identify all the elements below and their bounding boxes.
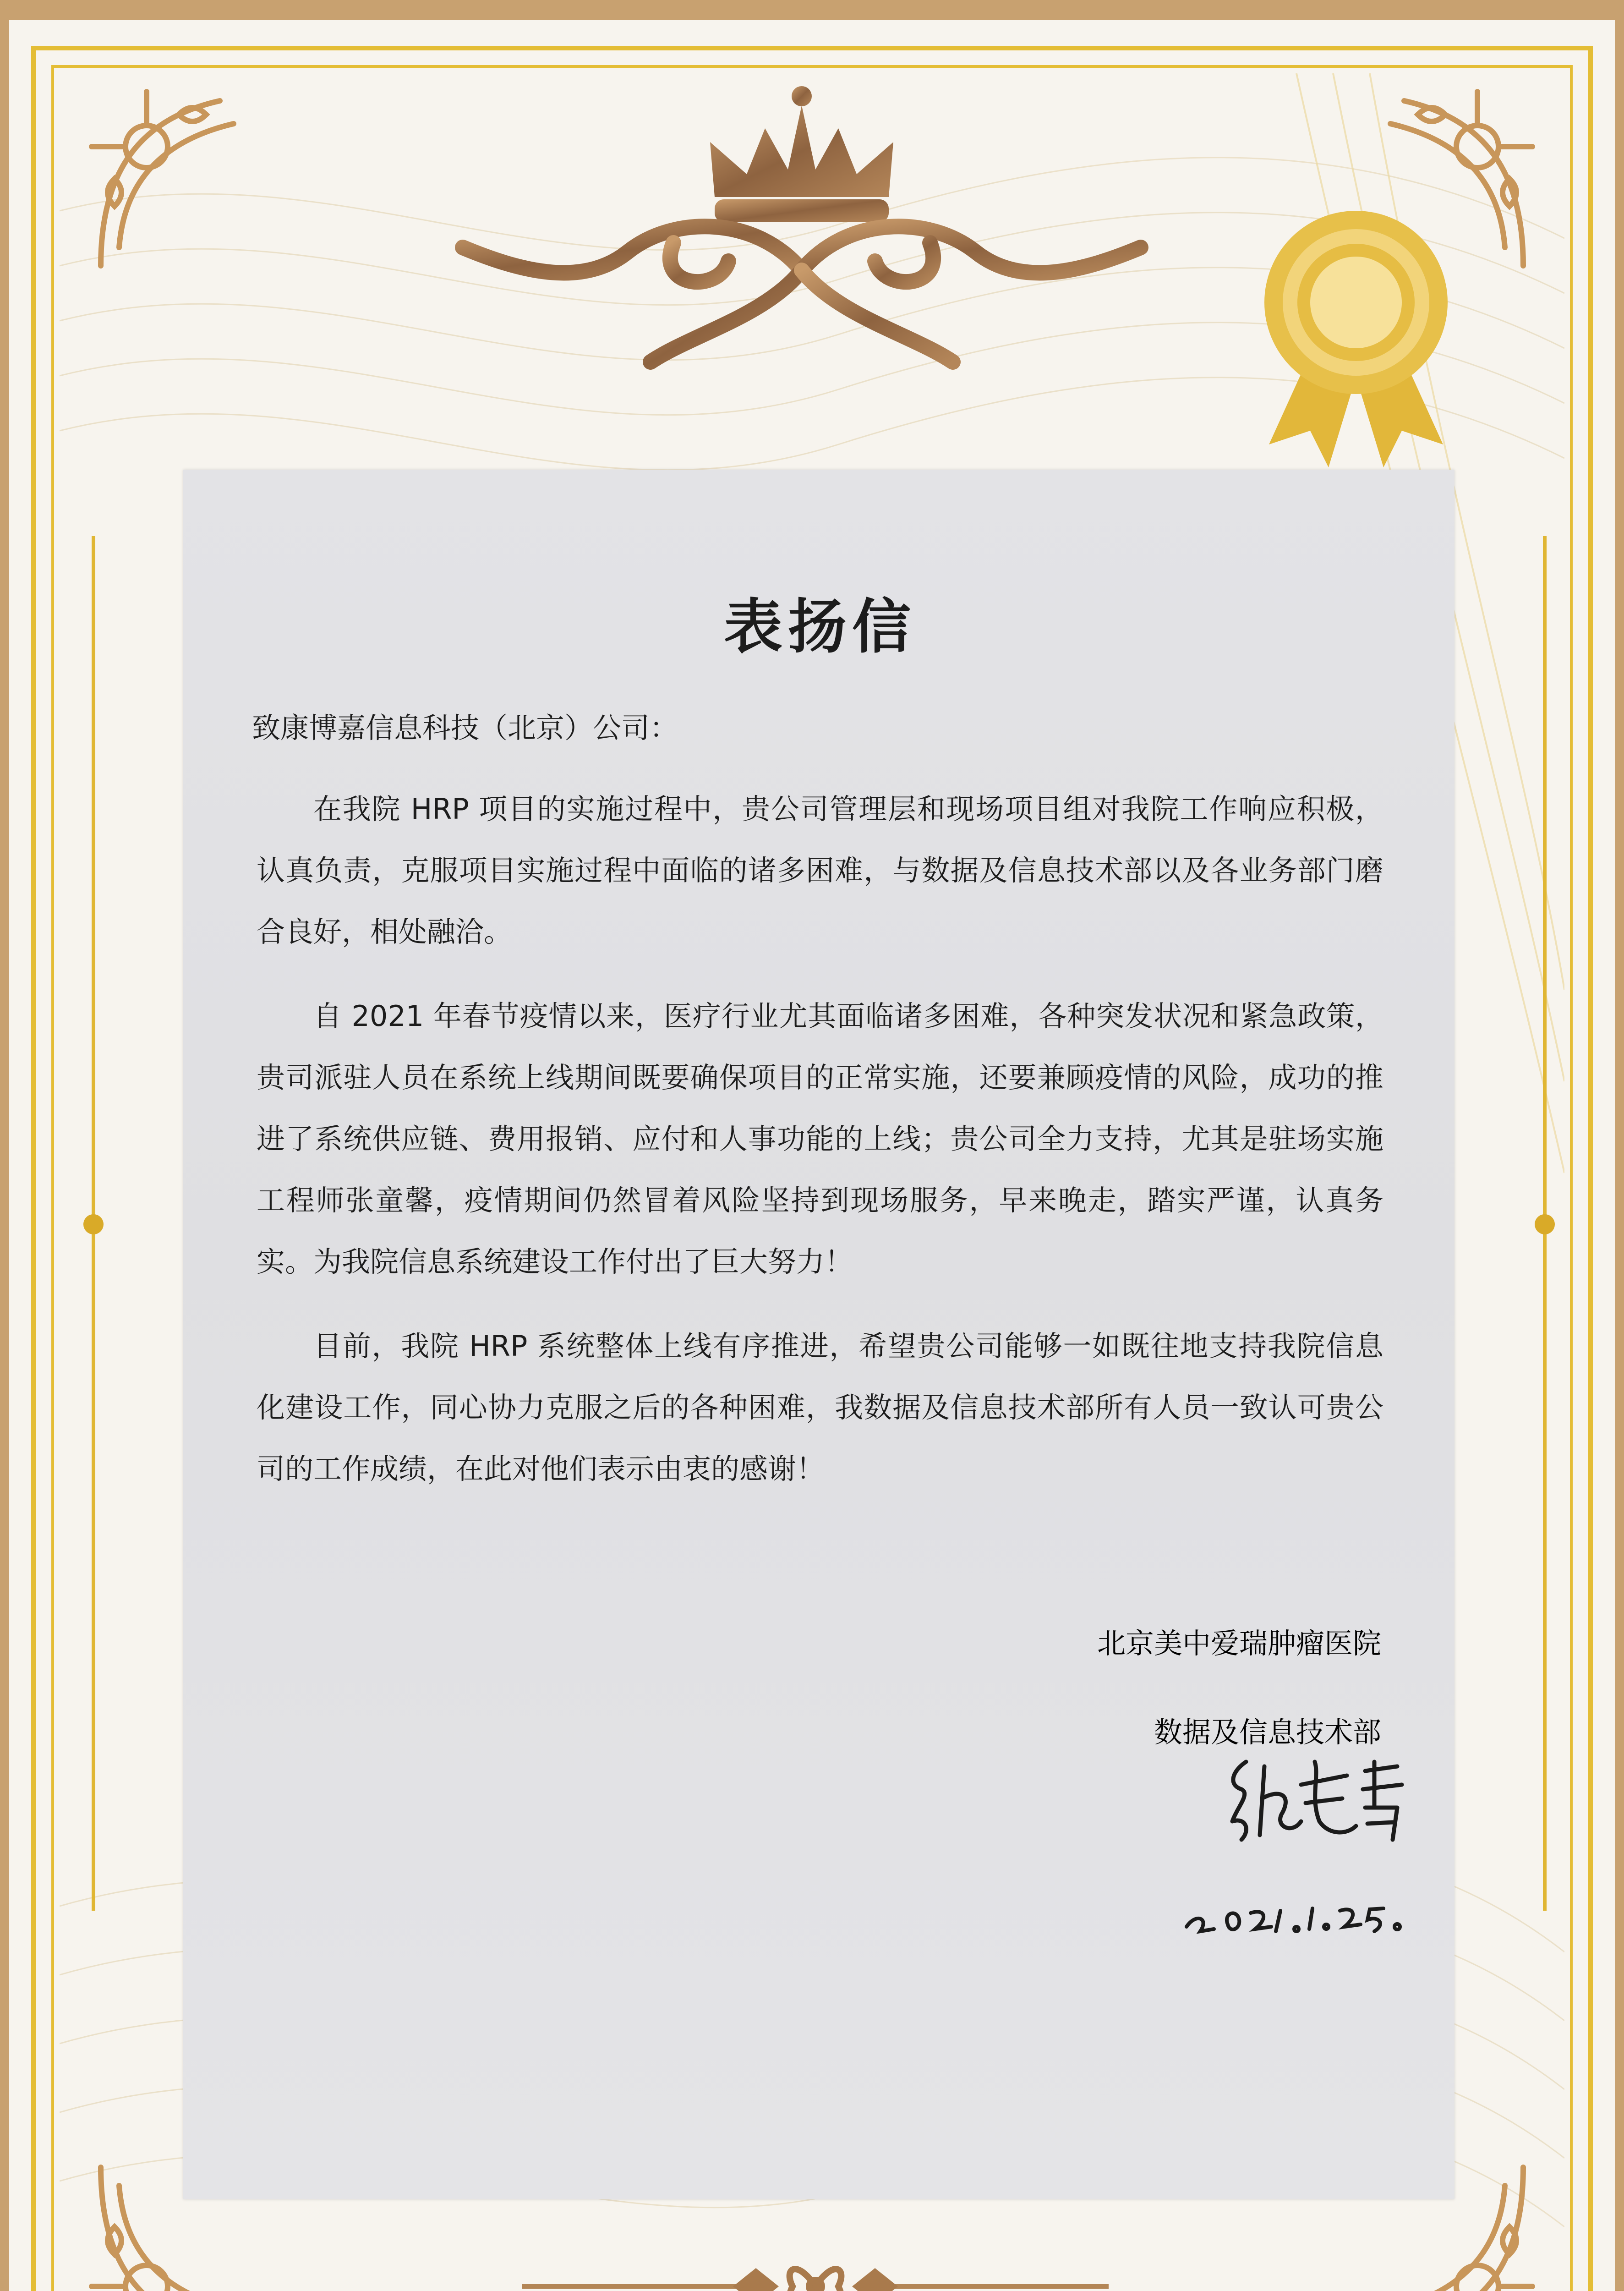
top-edge-band: [0, 0, 1624, 20]
letter-paragraph: 自 2021 年春节疫情以来，医疗行业尤其面临诸多困难，各种突发状况和紧急政策，贵司派驻人员在系统上线期间既要确保项目的正常实施，还要兼顾疫情的风险，成功的推进了系统供应链、费用报销、应付和人事功能的上线；贵公司全力支持，尤其是驻场实施工程师张童馨，疫情期间仍然冒着风险坚持到现场服务，早来晚走，踏实严谨，认真务实。为我院信息系统建设工作付出了巨大努力！: [257, 999, 1383, 1278]
letter-title: 表扬信: [723, 592, 916, 661]
right-edge-band: [1615, 0, 1624, 2291]
letter-paragraph: 目前，我院 HRP 系统整体上线有序推进，希望贵公司能够一如既往地支持我院信息化建设工作，同心协力克服之后的各种困难，我数据及信息技术部所有人员一致认可贵公司的工作成绩，在此对他们表示由衷的感谢！: [257, 1329, 1383, 1485]
left-side-ornament-dot: [83, 1214, 104, 1234]
gold-award-medal-icon: [1260, 206, 1452, 472]
bottom-divider-ornament-icon: [522, 2241, 1109, 2291]
letter-salutation: 致康博嘉信息科技（北京）公司：: [252, 711, 678, 745]
letter-body: [252, 580, 1383, 1523]
handwritten-signature: [1182, 1743, 1438, 1954]
signing-organization: 北京美中爱瑞肿瘤医院: [1097, 1627, 1381, 1660]
signing-department: 数据及信息技术部: [1154, 1716, 1381, 1749]
corner-flourish-top-left-icon: [82, 82, 284, 284]
letter-paragraph: 在我院 HRP 项目的实施过程中，贵公司管理层和现场项目组对我院工作响应积极，认真负责，克服项目实施过程中面临的诸多困难，与数据及信息技术部以及各业务部门磨合良好，相处融洽。: [257, 792, 1383, 948]
right-side-ornament-dot: [1535, 1214, 1555, 1234]
left-edge-band: [0, 0, 9, 2291]
crown-scroll-ornament-icon: [435, 78, 1168, 376]
letter-paper: [183, 470, 1454, 2199]
